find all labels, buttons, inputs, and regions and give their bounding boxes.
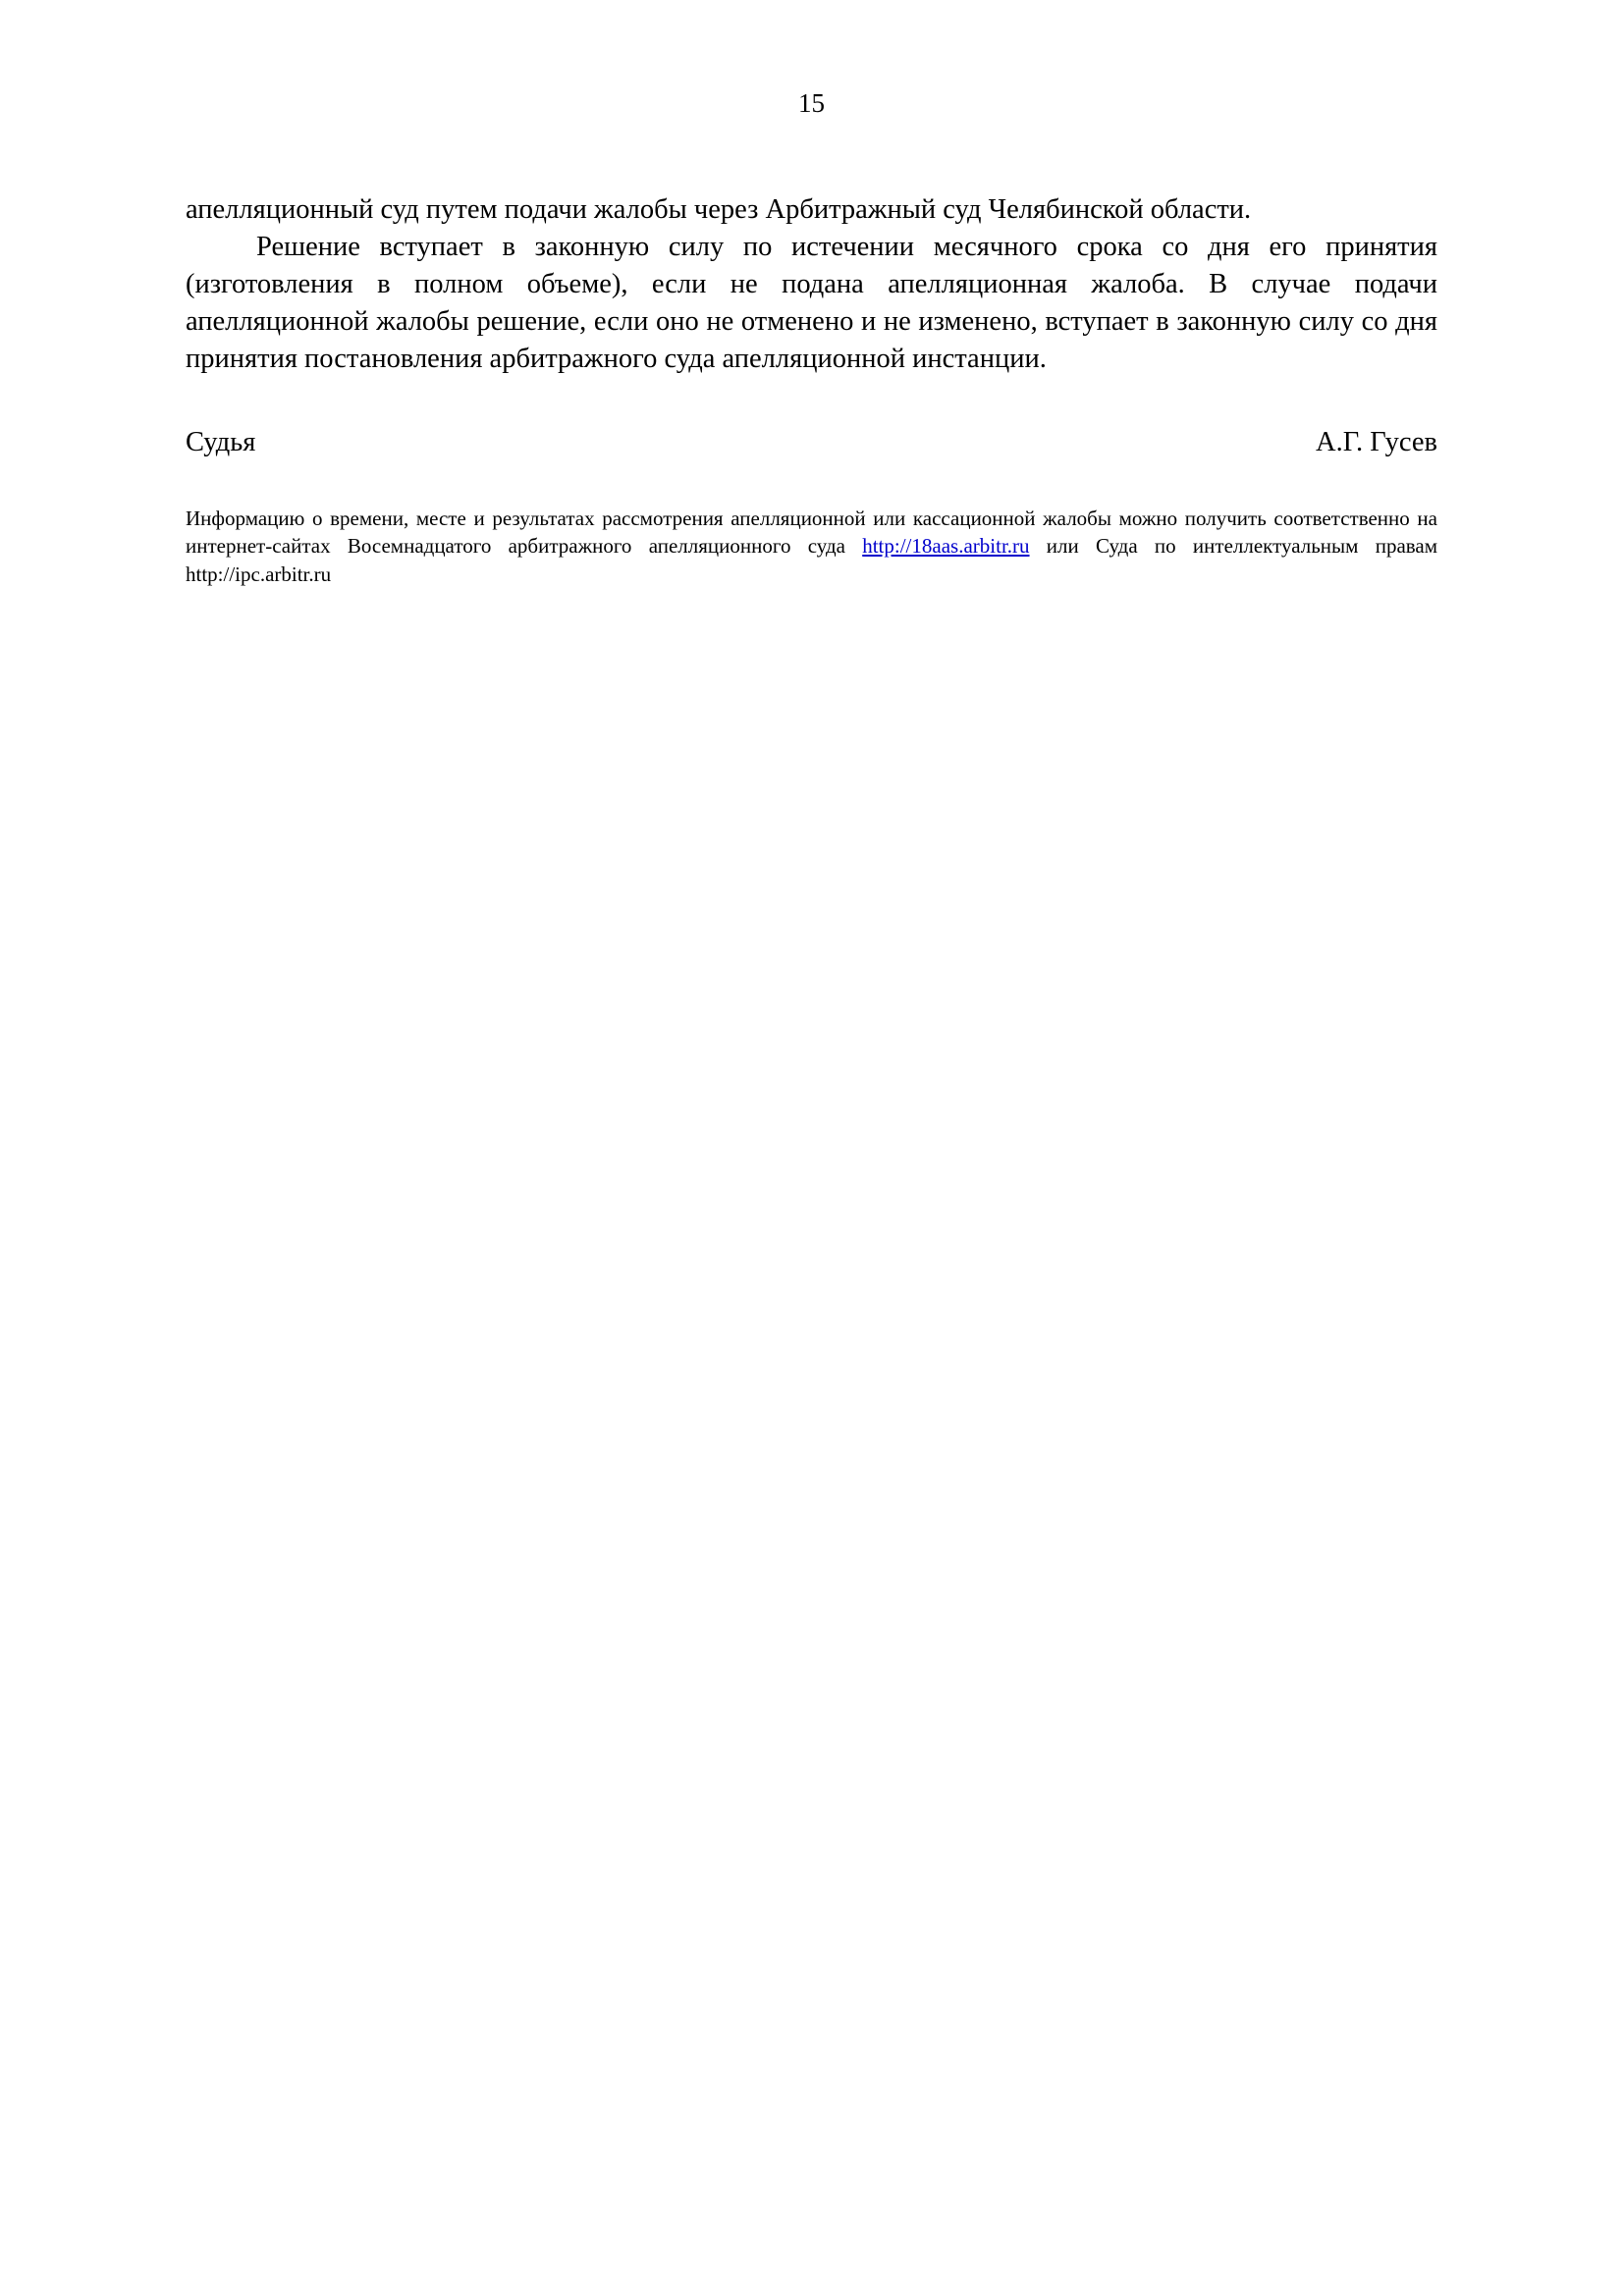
page-number: 15 bbox=[798, 88, 825, 118]
signature-name: А.Г. Гусев bbox=[1316, 427, 1437, 458]
paragraph-appeal-court: апелляционный суд путем подачи жалобы через Арбитражный суд Челябинской области. bbox=[186, 194, 1252, 225]
signature-block bbox=[186, 424, 1437, 460]
footnote-block bbox=[186, 505, 1437, 590]
document-body bbox=[186, 191, 1437, 589]
footnote-text-part2: или Суда по интеллектуальным правам bbox=[1029, 534, 1438, 559]
ip-court-site-url: http://ipc.arbitr.ru bbox=[186, 562, 332, 587]
appeal-court-site-link[interactable]: http://18aas.arbitr.ru bbox=[862, 534, 1030, 559]
paragraph-decision-force: Решение вступает в законную силу по истечении месячного срока со дня его принятия (изготовления в полном объеме), если не подана апелляционная жалоба. В случае подачи апелляционной жалобы решение, если оно не отменено и не изменено, вступает в законную силу со дня принятия постановления арбитражного суда апелляционной инстанции. bbox=[186, 231, 1437, 374]
footnote-text-part1: Информацию о времени, месте и результатах рассмотрения апелляционной или кассационной жалобы можно получить соответственно на интернет-сайтах Восемнадцатого арбитражного апелляционного суда bbox=[186, 506, 1437, 559]
signature-role: Судья bbox=[186, 427, 256, 458]
